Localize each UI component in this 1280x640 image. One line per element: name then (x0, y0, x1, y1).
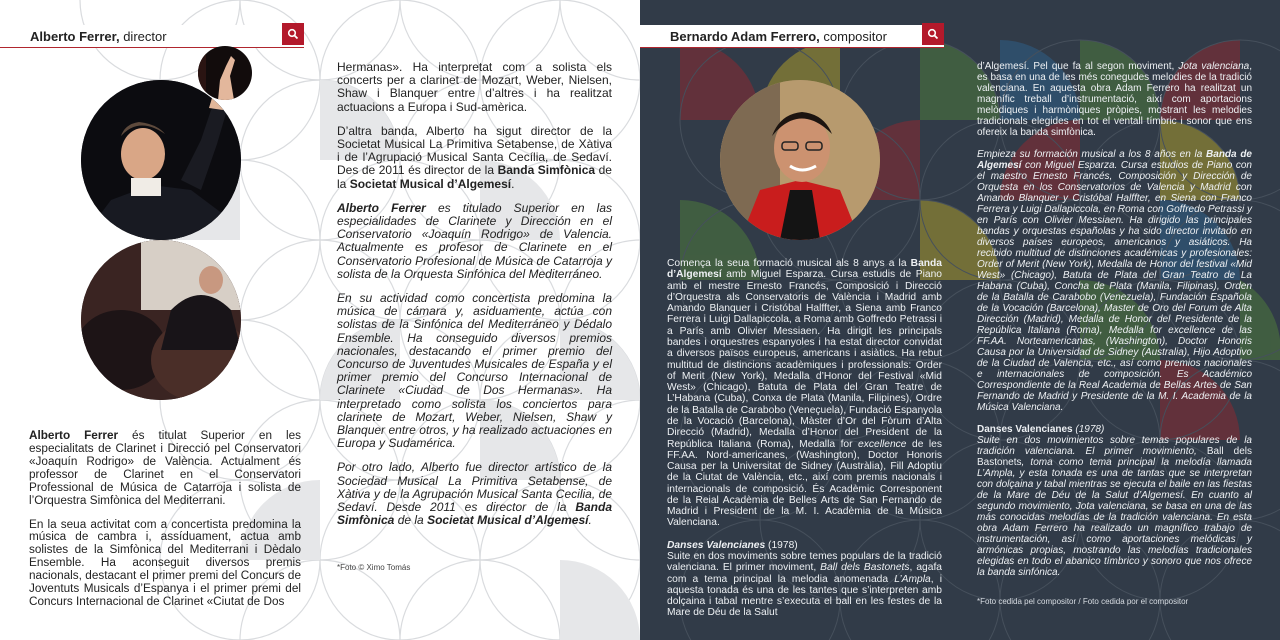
italic-text: Jota valenciana (1178, 61, 1250, 72)
text-span: de la (337, 163, 612, 191)
text-span: d’Algemesí. Pel que fa al segon moviment, (977, 61, 1179, 72)
text-span: . (511, 176, 515, 191)
bold-text: Societat Musical d’Algemesí (349, 176, 512, 191)
work-title: Danses Valencianes (667, 539, 766, 551)
work-title: Danses Valencianes (977, 424, 1073, 435)
text-span: , i aquesta tonada és una de les tantes que s’interpreten amb dolçaina i tabal mentre s’executa el ball en les festes de la Mare de Déu de la Salut (667, 573, 942, 619)
paragraph-danses-ca-cont (977, 61, 1252, 138)
text-span: de la (394, 513, 428, 528)
paragraph-danses-es (977, 424, 1252, 578)
conductor-photo-main (81, 80, 241, 240)
paragraph-bio-es (337, 202, 612, 281)
composer-header (640, 25, 944, 48)
paragraph-bio-ca (667, 258, 942, 529)
work-year: (1978) (1072, 424, 1105, 435)
paragraph-director-ca (337, 125, 612, 191)
paragraph-director-es (337, 461, 612, 527)
search-icon (287, 28, 299, 40)
photo-credit-left: *Foto © Ximo Tomás (337, 563, 411, 572)
text-span: amb Miguel Esparza. Cursa estudis de Piano amb el mestre Ernesto Francés, Composició i Direcció d’Orquestra als Conservatoris de València i Madrid amb Amando Blanquer i Cristóbal Halffter, a Siena amb Franco Ferrera i Luigi Dallapiccola, a Roma amb Goffredo Petrassi i a París amb Olivier Messiaen. Ha dirigit les principals bandes i orquestres espanyoles i ha estat director convidat a diversos països europeus, americans i asiàtics. Ha rebut multitud de distincions acadèmiques i professionals: Order of Merit (New York), Medalla d’Honor del Festival «Mid West» (Chicago), Batuta de Plata del Gran Teatre de L’Habana (Cuba), Conxa de Plata (Manila, Filipines), Ordre de la Batalla de Carabobo (Veneçuela), Fundació Espanyola de la Vocació (Barcelona), Màster d’Or del Fòrum d’Alta Direcció (Madrid), Medalla d’Honor del President de la República Italiana (Roma), Medalla for (667, 269, 942, 450)
text-span: Ball dels Bastonets (977, 446, 1252, 468)
text-span: es titulado Superior en las especialidades de Clarinete y Dirección en el Conservatorio «Joaquín Rodrigo» de Valencia. Actualmente es profesor de Clarinete en el Conservatorio Profesional de Música de Catarroja y solista de la Orquesta Sinfónica del Mediterráneo. (337, 200, 612, 281)
text-span: D’altra banda, Alberto ha sigut director de la Societat Musical La Primitiva Setabense, de Xàtiva i de l’Agrupació Musical Santa Cecília, de Sedaví. Des de 2011 és director de la (337, 123, 612, 178)
director-header (0, 25, 304, 48)
paragraph-bio-ca (29, 430, 301, 508)
work-year: (1978) (765, 539, 798, 551)
text-span: Comença la seua formació musical als 8 anys a la (667, 258, 911, 269)
paragraph-concerts-ca: Hermanas». Ha interpretat com a solista els concerts per a clarinet de Mozart, Weber, Nielsen, Shaw i Blanquer entre d’altres i ha realitzat actuacions a Europa i Sud-amèrica. (337, 60, 612, 114)
left-column-2 (337, 61, 612, 539)
right-page (640, 0, 1280, 640)
search-button[interactable] (922, 23, 944, 45)
italic-text: Ball dels Bastonets (820, 562, 910, 574)
bold-text: Banda Simfònica (497, 163, 596, 178)
paragraph-bio-es (977, 149, 1252, 413)
text-span: és titulat Superior en les especialitats de Clarinet i Direcció pel Conservatori «Joaquín Rodrigo» de València. Actualment és professor de Clarinet en el Conservatori Professional de Música de Catarroja i solista de l’Orquestra Simfònica del Mediterrani. (29, 429, 301, 507)
italic-text: L’Ampla (894, 573, 931, 585)
director-role: director (119, 28, 167, 44)
italic-text: excellence (858, 438, 907, 450)
text-span: . (588, 513, 592, 528)
text-span: , toma como tema principal la melodía llamada L’Ampla, y esta tonada es una de tantas que se interpretan con dolçaina y tabal mientras se ejecuta el baile en las fiestas de la Mare de Déu de la Salut d’Algemesí. En cuanto al segundo movimiento, Jota valenciana, se basa en una de las más conocidas melodías de la tradición valenciana. En esta obra Adam Ferrero ha realizado un magnífico trabajo de instrumentación, así como aportaciones melódicas y armónicas propias, mostrando las melodías tradicionales elegidas en todo el abanico tímbrico y sonoro que nos ofrece la banda sinfónica. (977, 457, 1252, 578)
bold-name: Alberto Ferrer (29, 429, 119, 442)
bold-text: Banda d’Algemesí (667, 258, 942, 281)
search-icon (927, 28, 939, 40)
right-column-1 (667, 258, 942, 619)
text-span: de les FF.AA. Nord-americanes, (Washington), Doctor Honoris Causa per la Universitat de Sidney (Austràlia), Fill Adoptiu de la Ciutat de València, etc., així com premis nacionals i internacionals de composició. És Acadèmic Corresponent de la Reial Acadèmia de Belles Arts de San Fernando de Madrid i President de la M. I. Acadèmia de la Música Valenciana. (667, 438, 943, 529)
text-span: Por otro lado, Alberto fue director artístico de la Sociedad Musical La Primitiva Setabense, de Xàtiva y de la Agrupación Musical Santa Cecilia, de Sedaví. Desde 2011 es director de la (337, 460, 612, 515)
composer-title (640, 29, 887, 44)
left-column-1 (29, 430, 301, 620)
text-span: , agafa com a tema principal la melodia anomenada (667, 562, 942, 585)
paragraph-danses-ca (667, 540, 942, 619)
text-span: Empieza su formación musical a los 8 años en la (977, 149, 1207, 160)
conductor-photo-small (198, 46, 252, 100)
text-span: , es basa en una de les més conegudes melodies de la tradició valenciana. En aquesta obra Adam Ferrero ha realitzat un magnífic treball d’instrumentació, així com aportacions melòdiques i harmòniques pròpies, mostrant les melodies tradicionals elegides en tot el ventall tímbric i sonor que ens ofereix la banda simfònica. (977, 61, 1252, 138)
director-title (0, 29, 167, 44)
search-button[interactable] (282, 23, 304, 45)
text-span: con Miguel Esparza. Cursa estudios de Piano con el maestro Ernesto Francés, Composición y Dirección de Orquesta en los Conservatorios de Valencia y Madrid con Amando Blanquer y Cristóbal Halffter, en Siena con Franco Ferrera y Luigi Dallapiccola, en Roma con Goffredo Petrassi y en París con Olivier Messiaen. Ha dirigido las principales bandas y orquestas españolas y ha sido director invitado en diversos países europeos, americanos y asiáticos. Ha recibido multitud de distinciones académicas y profesionales: Order of Merit (New York), Medalla de Honor del festival «Mid West» (Chicago), Batuta de Plata del Gran Teatro de La Habana (Cuba), Concha de Plata (Manila, Filipinas), Orden de la Batalla de Carabobo (Venezuela), Fundación Española de la Vocación (Barcelona), Master de Oro del Forum de Alta Dirección (Madrid), Medalla de Honor del Presidente de la República Italiana (Roma), Medalla for excellence de las FF.AA. Norteamericanas, (Washington), Doctor Honoris Causa por la Universidad de Sidney (Australia), Hijo Adoptivo de la Ciudad de Valencia, etc., así como premios nacionales e internacionales de composición. Es Académico Correspondiente de la Real Academia de Bellas Artes de San Fernando de Madrid y Presidente de la M. I. Academia de la Música Valenciana. (977, 160, 1252, 413)
bold-text: Banda de Algemesí (977, 149, 1252, 171)
bold-text: Societat Musical d’Algemesí (427, 513, 589, 528)
composer-role: compositor (819, 28, 887, 44)
composer-name: Bernardo Adam Ferrero, (670, 28, 820, 44)
text-span: Suite en dos movimientos sobre temas populares de la tradición valenciana. El primer movimiento, (977, 435, 1252, 457)
bold-text: Banda Simfònica (337, 500, 612, 528)
paragraph-activity-es: En su actividad como concertista predomina la música de cámara y, asiduamente, actúa con solistas de la Sinfónica del Mediterráneo y Dédalo Ensemble. Ha conseguido diversos premios nacionales, destacando el primer premio del Concurso de Juventudes Musicales de España y el primer premio del Concurso Internacional de Clarinete «Ciudad de Dos Hermanas». Ha interpretado como solista los conciertos para clarinete de Mozart, Weber, Nielsen, Shaw y Blanquer entre otros, y ha realizado actuaciones en Europa y Sudamérica. (337, 291, 612, 451)
paragraph-activity-ca: En la seua activitat com a concertista predomina la música de cambra i, assíduament, actua amb solistes de la Simfònica del Mediterrani i Dèdalo Ensemble. Ha aconseguit diversos premis nacionals, destacant el primer premi del Concurs de Joventuts Musicals d’Espanya i el primer premi del Concurs Internacional de Clarinet «Ciutat de Dos (29, 517, 301, 609)
bold-name: Alberto Ferrer (337, 200, 426, 215)
conductor-photo-second (81, 240, 241, 400)
text-span: Suite en dos moviments sobre temes populars de la tradició valenciana. El primer moviment, (667, 551, 942, 574)
composer-photo (720, 80, 880, 240)
director-name: Alberto Ferrer, (30, 28, 120, 44)
right-column-2 (977, 61, 1252, 589)
photo-credit-right: *Foto cedida pel compositor / Foto cedida por el compositor (977, 597, 1189, 606)
